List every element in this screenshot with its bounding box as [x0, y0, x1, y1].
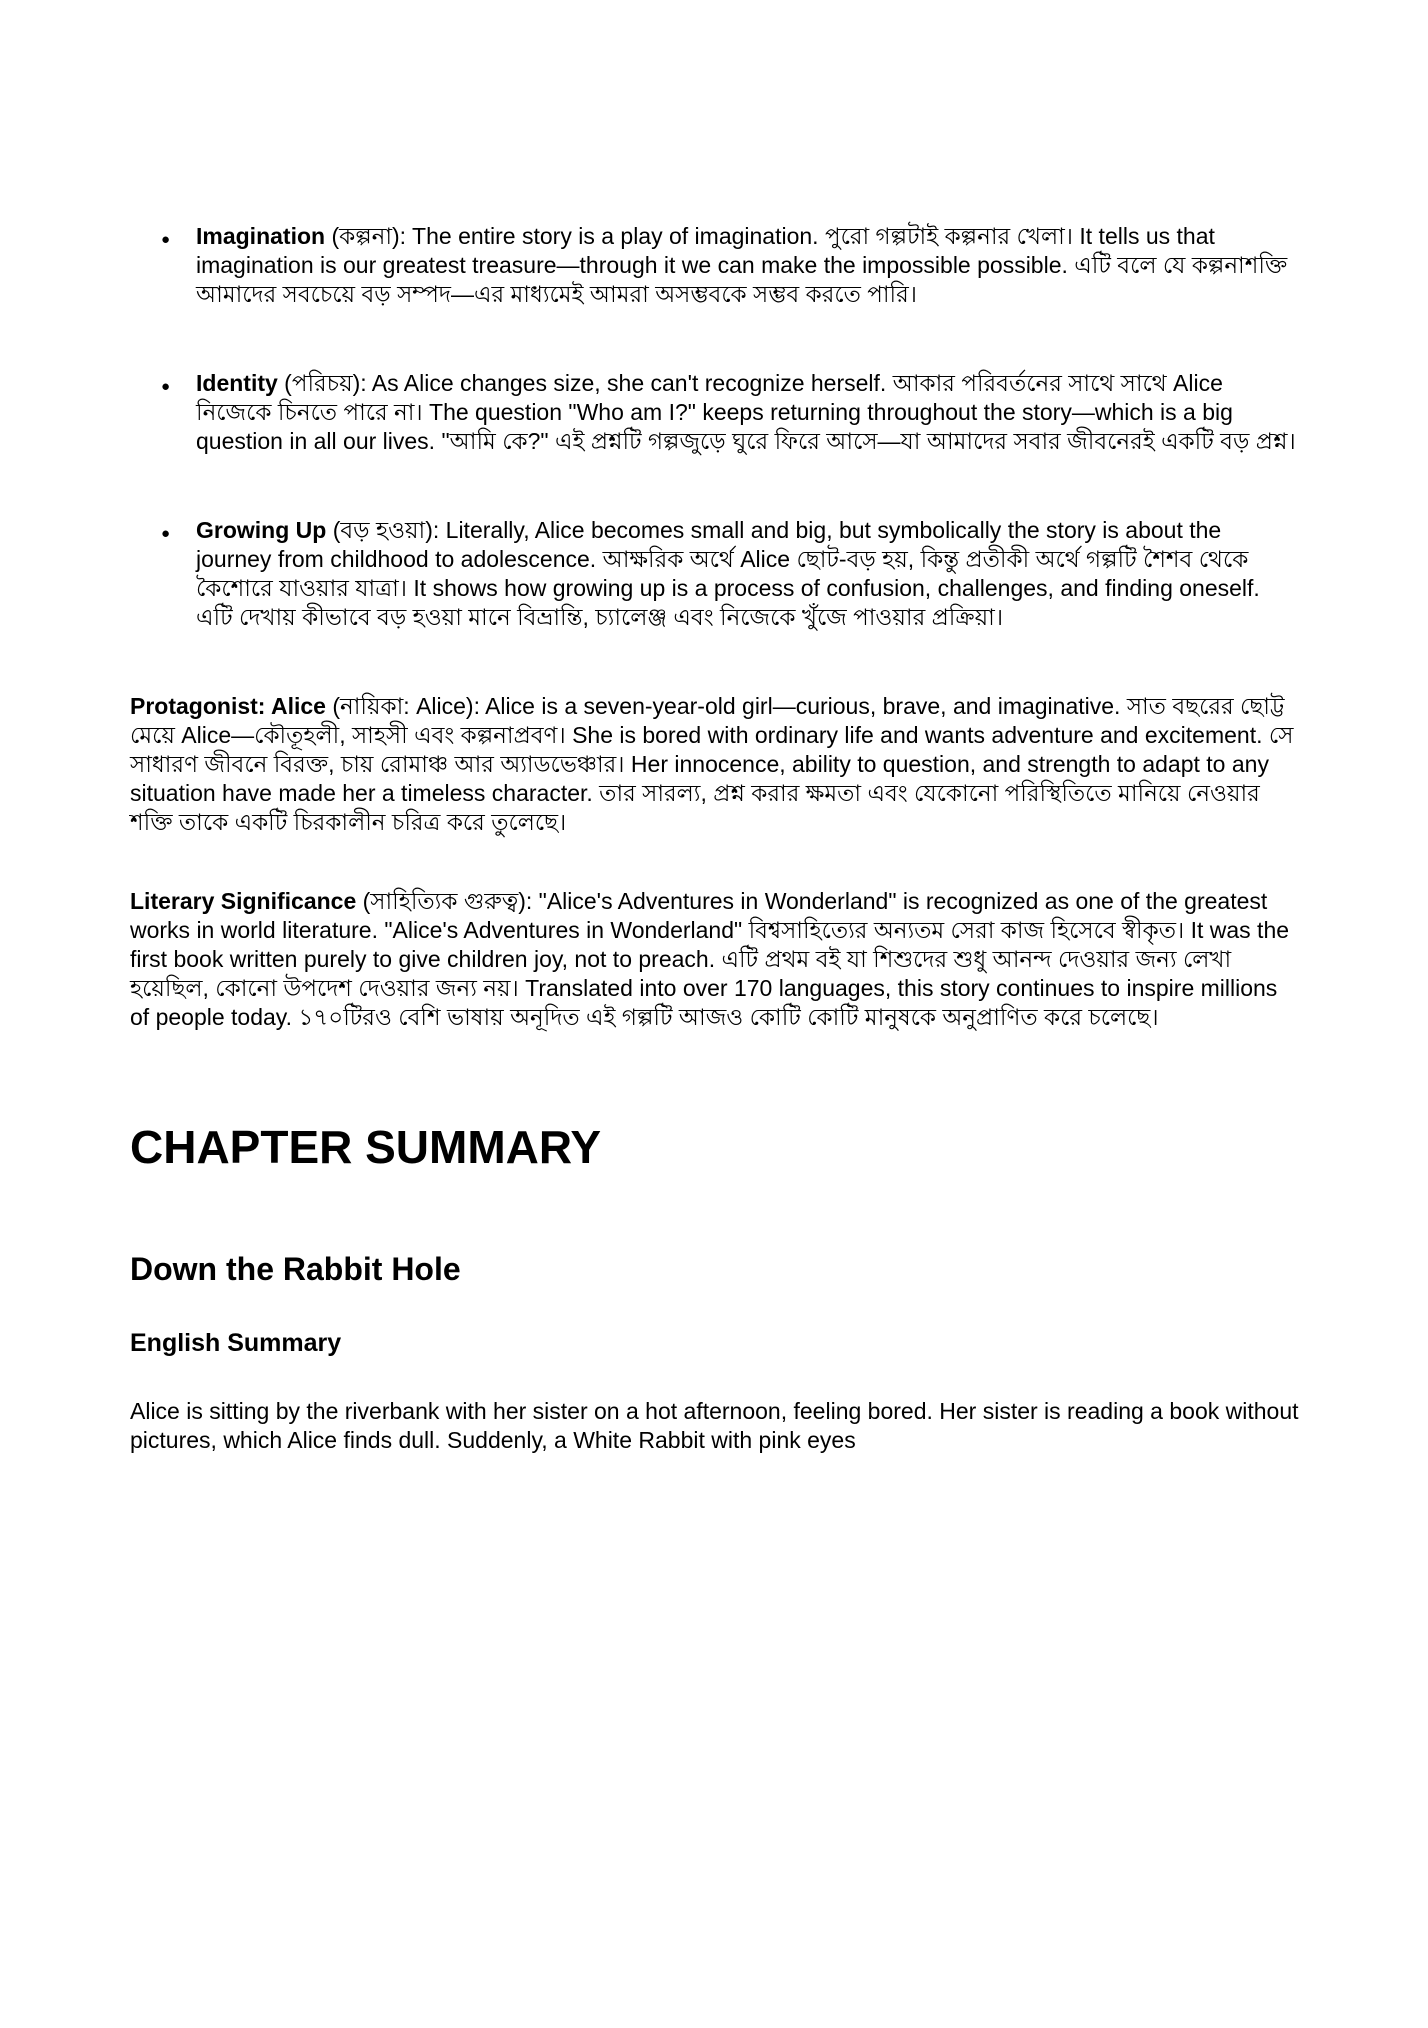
literary-significance-text: (সাহিত্যিক গুরুত্ব): "Alice's Adventures in Wonderland" is recognized as one of the greatest works in world literature. "Alice's Adventures in Wonderland" বিশ্বসাহিত্যের অন্যতম সেরা কাজ হিসেবে স্বীকৃত। It was the first book written purely to give children joy, not to preach. এটি প্রথম বই যা শিশুদের শুধু আনন্দ দেওয়ার জন্য লেখা হয়েছিল, কোনো উপদেশ দেওয়ার জন্য নয়। Translated into over 170 languages, this story continues to inspire millions of people today. ১৭০টিরও বেশি ভাষায় অনূদিত এই গল্পটি আজও কোটি কোটি মানুষকে অনুপ্রাণিত করে চলেছে। — [130, 888, 1290, 1030]
literary-significance-lead: Literary Significance — [130, 888, 357, 914]
protagonist-paragraph-lead: Protagonist: Alice — [130, 693, 326, 719]
list-item — [130, 516, 1300, 632]
theme-identity-lead: Identity — [196, 370, 278, 396]
list-item — [130, 222, 1300, 309]
protagonist-paragraph — [130, 692, 1300, 837]
theme-imagination-lead: Imagination — [196, 223, 326, 249]
bullet-icon: ● — [161, 378, 171, 395]
theme-imagination-text: (কল্পনা): The entire story is a play of imagination. পুরো গল্পটাই কল্পনার খেলা। It tells us that imagination is our greatest treasure—through it we can make the impossible possible. এটি বলে যে কল্পনাশক্তি আমাদের সবচেয়ে বড় সম্পদ—এর মাধ্যমেই আমরা অসম্ভবকে সম্ভব করতে পারি। — [196, 223, 1288, 307]
themes-bullet-list — [130, 222, 1300, 632]
theme-growing-up-lead: Growing Up — [196, 517, 327, 543]
theme-growing-up-text: (বড় হওয়া): Literally, Alice becomes small and big, but symbolically the story is about the journey from childhood to adolescence. আক্ষরিক অর্থে Alice ছোট-বড় হয়, কিন্তু প্রতীকী অর্থে গল্পটি শৈশব থেকে কৈশোরে যাওয়ার যাত্রা। It shows how growing up is a process of confusion, challenges, and finding oneself. এটি দেখায় কীভাবে বড় হওয়া মানে বিভ্রান্তি, চ্যালেঞ্জ এবং নিজেকে খুঁজে পাওয়ার প্রক্রিয়া। — [196, 517, 1260, 630]
chapter-name-heading: Down the Rabbit Hole — [130, 1251, 461, 1287]
english-summary-heading: English Summary — [130, 1329, 342, 1357]
chapter-summary-title: CHAPTER SUMMARY — [130, 1121, 602, 1173]
protagonist-paragraph-text: (নায়িকা: Alice): Alice is a seven-year-old girl—curious, brave, and imaginative. সাত বছরের ছোট্ট মেয়ে Alice—কৌতূহলী, সাহসী এবং কল্পনাপ্রবণ। She is bored with ordinary life and wants adventure and excitement. সে সাধারণ জীবনে বিরক্ত, চায় রোমাঞ্চ আর অ্যাডভেঞ্চার। Her innocence, ability to question, and strength to adapt to any situation have made her a timeless character. তার সারল্য, প্রশ্ন করার ক্ষমতা এবং যেকোনো পরিস্থিতিতে মানিয়ে নেওয়ার শক্তি তাকে একটি চিরকালীন চরিত্র করে তুলেছে। — [130, 693, 1294, 835]
literary-significance-paragraph — [130, 887, 1300, 1032]
bullet-icon: ● — [161, 525, 171, 542]
english-summary-paragraph: Alice is sitting by the riverbank with her sister on a hot afternoon, feeling bored. Her sister is reading a book without pictures, which Alice finds dull. Suddenly, a White Rabbit with pink eyes — [130, 1398, 1299, 1453]
bullet-icon: ● — [161, 231, 171, 248]
list-item — [130, 369, 1300, 456]
theme-identity-text: (পরিচয়): As Alice changes size, she can't recognize herself. আকার পরিবর্তনের সাথে সাথে Alice নিজেকে চিনতে পারে না। The question "Who am I?" keeps returning throughout the story—which is a big question in all our lives. "আমি কে?" এই প্রশ্নটি গল্পজুড়ে ঘুরে ফিরে আসে—যা আমাদের সবার জীবনেরই একটি বড় প্রশ্ন। — [196, 370, 1296, 454]
